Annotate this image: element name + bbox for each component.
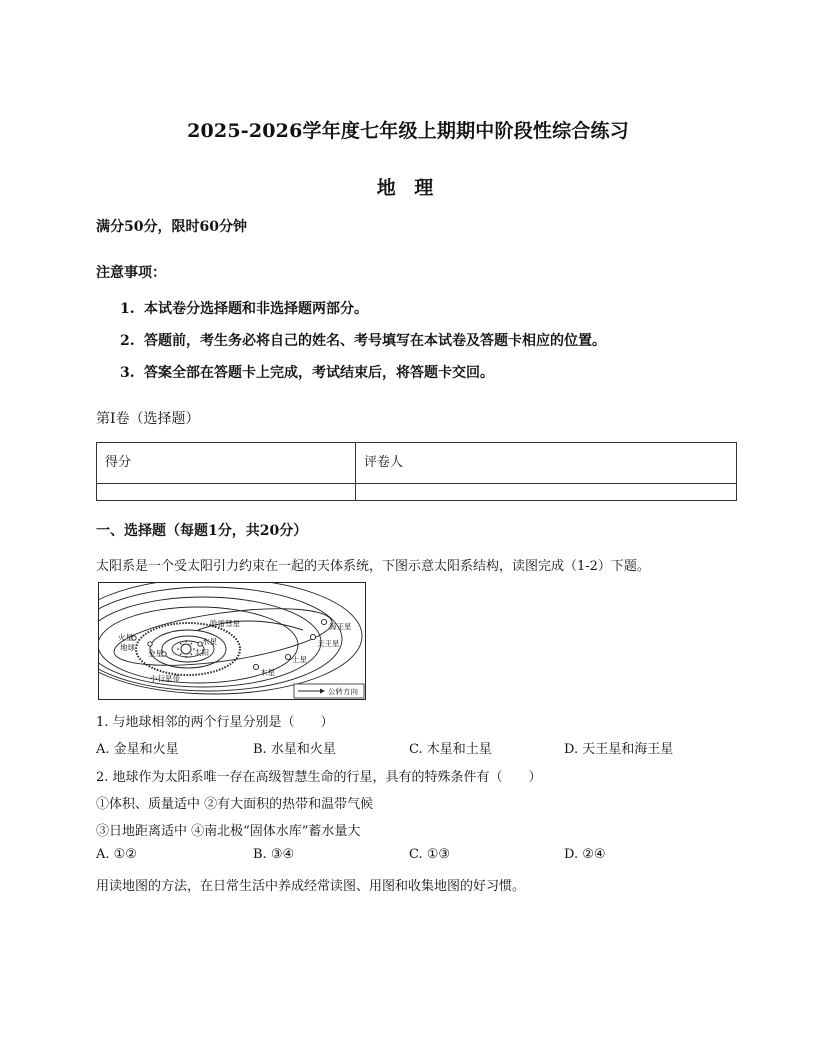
question-1-option-d[interactable]: D. 天王星和海王星 [564, 742, 674, 757]
label-jupiter: 木星 [260, 668, 275, 677]
score-time-line: 满分50分，限时60分钟 [96, 219, 247, 235]
notice-item [120, 298, 368, 318]
label-asteroid-belt: 小行星带 [150, 674, 180, 683]
question-1-stem: 1. 与地球相邻的两个行星分别是（ ） [96, 715, 334, 730]
legend-label: 公转方向 [328, 687, 358, 696]
question-2-option-c[interactable]: C. ①③ [409, 847, 451, 862]
exam-title: 2025-2026学年度七年级上期期中阶段性综合练习 [187, 120, 629, 142]
notice-item-number: 3. [120, 365, 135, 381]
score-cell-label: 得分 [97, 443, 356, 484]
part1-heading: 第Ⅰ卷（选择题） [96, 411, 200, 427]
label-comet: 哈雷彗星 [210, 619, 240, 628]
notice-item-text: 本试卷分选择题和非选择题两部分。 [144, 301, 368, 317]
label-uranus: 天王星 [317, 639, 340, 648]
trailing-intro: 用读地图的方法，在日常生活中养成经常读图、用图和收集地图的好习惯。 [96, 879, 526, 894]
grader-cell-value[interactable] [356, 484, 737, 501]
question-1-option-c[interactable]: C. 木星和土星 [409, 742, 492, 757]
notice-item-text: 答题前，考生务必将自己的姓名、考号填写在本试卷及答题卡相应的位置。 [144, 333, 606, 349]
question-2-option-d[interactable]: D. ②④ [564, 847, 606, 862]
legend-box [294, 684, 364, 698]
label-sun: 太阳 [194, 648, 209, 657]
question-2-option-a[interactable]: A. ①② [96, 847, 137, 862]
score-table [96, 442, 737, 501]
label-venus: 金星 [148, 649, 163, 658]
notice-heading: 注意事项： [96, 265, 166, 281]
grader-cell-label: 评卷人 [356, 443, 737, 484]
question-1-option-a[interactable]: A. 金星和火星 [96, 742, 179, 757]
notice-item-number: 1. [120, 301, 135, 317]
label-earth: 地球 [120, 643, 135, 652]
question-2-conditions-line-2: ③日地距离适中 ④南北极“固体水库”蓄水量大 [96, 824, 361, 839]
question-1-option-b[interactable]: B. 水星和火星 [253, 742, 336, 757]
score-cell-value[interactable] [97, 484, 356, 501]
subject-title: 地 理 [376, 177, 440, 199]
question-2-stem: 2. 地球作为太阳系唯一存在高级智慧生命的行星，具有的特殊条件有（ ） [96, 770, 542, 785]
notice-item-number: 2. [120, 333, 135, 349]
question-2-option-b[interactable]: B. ③④ [253, 847, 295, 862]
section1-intro: 太阳系是一个受太阳引力约束在一起的天体系统，下图示意太阳系结构，读图完成（1-2）下题。 [96, 559, 650, 574]
solar-system-figure [98, 582, 366, 700]
notice-item [120, 330, 606, 350]
notice-item-text: 答案全部在答题卡上完成，考试结束后，将答题卡交回。 [144, 365, 494, 381]
label-mars: 火星 [118, 633, 133, 642]
notice-item [120, 362, 494, 382]
label-saturn: 土星 [292, 655, 307, 664]
label-mercury: 水星 [202, 637, 217, 646]
question-2-conditions-line-1: ①体积、质量适中 ②有大面积的热带和温带气候 [96, 797, 374, 812]
section1-heading: 一、选择题（每题1分，共20分） [96, 523, 308, 539]
label-neptune: 海王星 [329, 622, 352, 631]
